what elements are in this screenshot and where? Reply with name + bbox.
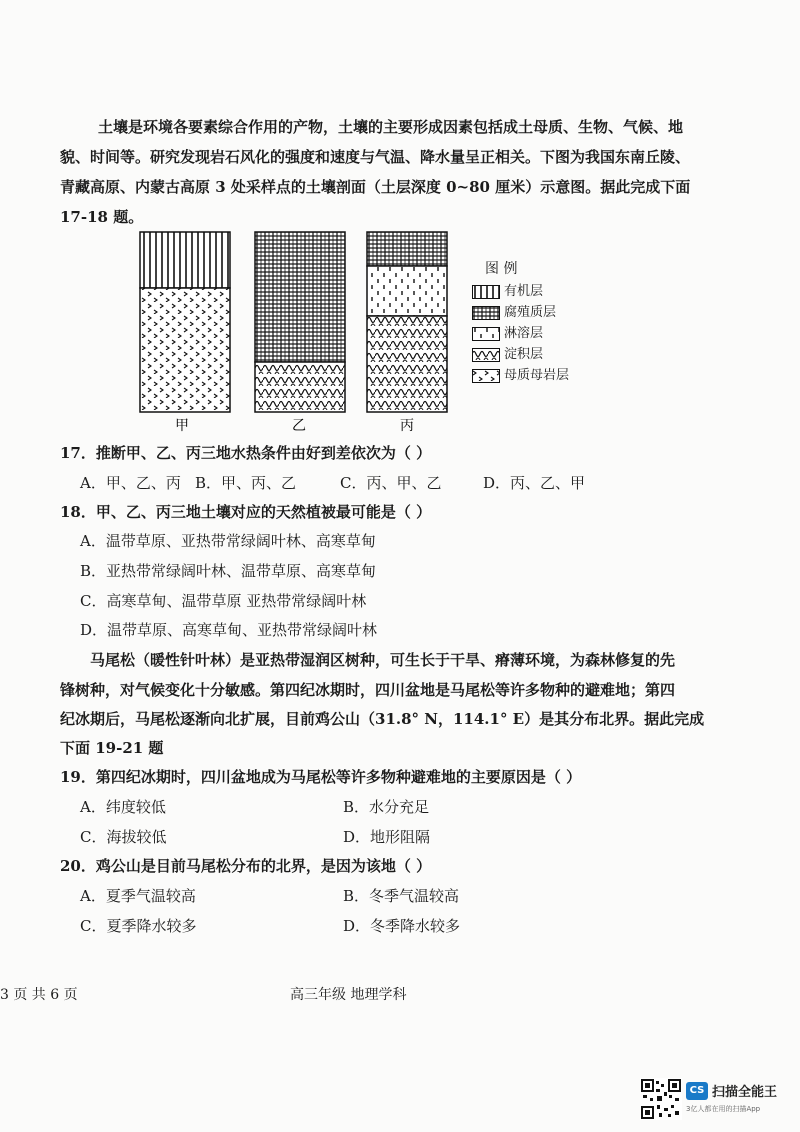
q18-option-a[interactable]: A．温带草原、亚热带常绿阔叶林、高寒草甸 [80, 532, 376, 550]
profile-label-jia: 甲 [175, 418, 189, 434]
passage2-line2: 锋树种，对气候变化十分敏感。第四纪冰期时，四川盆地是马尾松等许多物种的避难地；第四 [60, 681, 676, 699]
profile-jia [140, 232, 230, 412]
q18-option-b[interactable]: B．亚热带常绿阔叶林、温带草原、高寒草甸 [80, 562, 377, 580]
scanner-logo-icon: CS [686, 1082, 708, 1100]
q20-option-d[interactable]: D．冬季降水较多 [343, 917, 461, 935]
passage2-line4: 下面 19-21 题 [60, 739, 164, 757]
profile-yi [255, 232, 345, 412]
legend-item-parent: 母质母岩层 [472, 367, 569, 385]
q19-option-c[interactable]: C．海拔较低 [80, 828, 167, 846]
yi-humus-layer [255, 232, 345, 362]
legend-title: 图 例 [485, 261, 518, 277]
q19-option-d[interactable]: D．地形阻隔 [343, 828, 431, 846]
passage1-line3: 青藏高原、内蒙古高原 3 处采样点的土壤剖面（土层深度 0~80 厘米）示意图。据此完成下面 [60, 178, 691, 196]
soil-profile-figure [135, 230, 455, 435]
q20-option-a[interactable]: A．夏季气温较高 [80, 887, 196, 905]
illuvial-swatch-icon [472, 348, 500, 362]
q18-option-d[interactable]: D．温带草原、高寒草甸、亚热带常绿阔叶林 [80, 621, 378, 639]
q17-option-a[interactable]: A．甲、乙、丙 [80, 474, 181, 492]
legend-item-organic: 有机层 [472, 283, 543, 301]
q17-option-c[interactable]: C．丙、甲、乙 [340, 474, 442, 492]
jia-organic-layer [140, 232, 230, 288]
page-number: 3 页 共 6 页 [0, 987, 78, 1003]
passage1-line4: 17-18 题。 [60, 208, 144, 226]
passage1-line1: 土壤是环境各要素综合作用的产物，土壤的主要形成因素包括成土母质、生物、气候、地 [98, 118, 684, 136]
q17-stem: 17．推断甲、乙、丙三地水热条件由好到差依次为（ ） [60, 444, 432, 462]
q17-option-d[interactable]: D．丙、乙、甲 [483, 474, 586, 492]
jia-parent-layer [140, 288, 230, 412]
q20-stem: 20．鸡公山是目前马尾松分布的北界，是因为该地（ ） [60, 857, 432, 875]
profile-label-bing: 丙 [400, 418, 414, 434]
scanner-tagline: 3亿人都在用的扫描App [686, 1105, 761, 1113]
scanner-watermark [640, 1078, 790, 1122]
profile-label-yi: 乙 [292, 418, 306, 434]
organic-swatch-icon [472, 285, 500, 299]
q19-stem: 19．第四纪冰期时，四川盆地成为马尾松等许多物种避难地的主要原因是（ ） [60, 768, 582, 786]
q20-option-b[interactable]: B．冬季气温较高 [343, 887, 460, 905]
profile-bing [367, 232, 447, 412]
legend-item-illuvial: 淀积层 [472, 346, 543, 364]
legend-item-humus: 腐殖质层 [472, 304, 556, 322]
q18-stem: 18．甲、乙、丙三地土壤对应的天然植被最可能是（ ） [60, 503, 432, 521]
scanner-app-name: 扫描全能王 [712, 1085, 778, 1100]
bing-illuvial-layer [367, 316, 447, 412]
q20-option-c[interactable]: C．夏季降水较多 [80, 917, 197, 935]
q19-option-a[interactable]: A．纬度较低 [80, 798, 166, 816]
subject-label: 高三年级 地理学科 [290, 987, 407, 1003]
eluvial-swatch-icon [472, 327, 500, 341]
q18-option-c[interactable]: C．高寒草甸、温带草原 亚热带常绿阔叶林 [80, 592, 367, 610]
yi-illuvial-layer [255, 362, 345, 412]
legend-item-eluvial: 淋溶层 [472, 325, 543, 343]
passage2-line3: 纪冰期后，马尾松逐渐向北扩展，目前鸡公山（31.8° N，114.1° E）是其分布北界。据此完成 [60, 710, 705, 728]
qr-code-icon [640, 1078, 682, 1120]
humus-swatch-icon [472, 306, 500, 320]
parent-swatch-icon [472, 369, 500, 383]
passage1-line2: 貌、时间等。研究发现岩石风化的强度和速度与气温、降水量呈正相关。下图为我国东南丘陵、 [60, 148, 691, 166]
q17-option-b[interactable]: B．甲、丙、乙 [195, 474, 297, 492]
q19-option-b[interactable]: B．水分充足 [343, 798, 430, 816]
bing-humus-layer [367, 232, 447, 266]
passage2-line1: 马尾松（暖性针叶林）是亚热带湿润区树种，可生长于干旱、瘠薄环境，为森林修复的先 [90, 651, 676, 669]
bing-eluvial-layer [367, 266, 447, 316]
